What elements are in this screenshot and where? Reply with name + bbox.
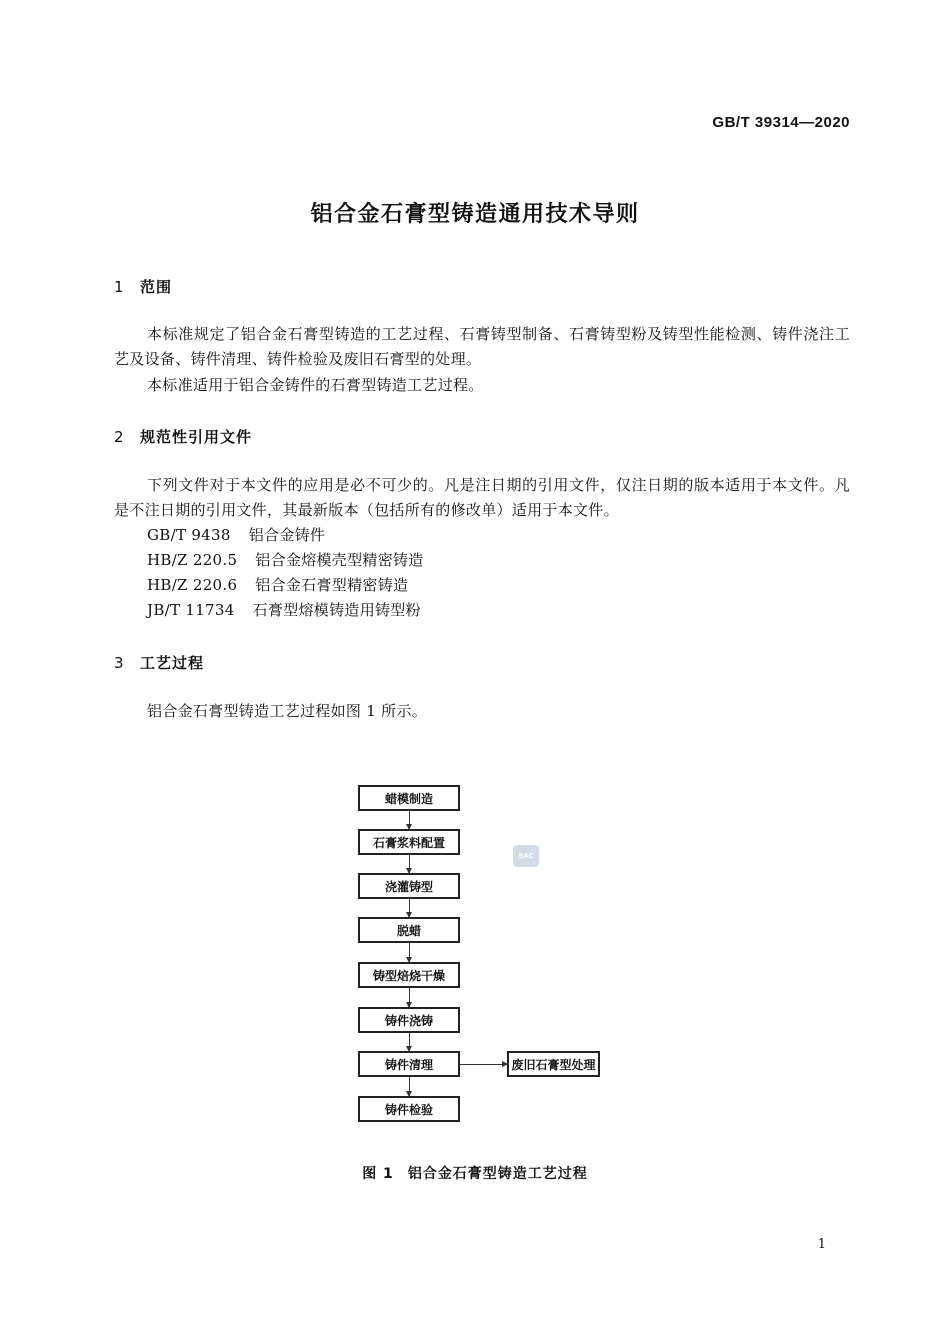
section-1-heading bbox=[114, 276, 172, 297]
flow-arrow bbox=[409, 943, 410, 962]
section-number: 3 bbox=[114, 654, 125, 672]
section-1-paragraph-1: 本标准规定了铝合金石膏型铸造的工艺过程、石膏铸型制备、石膏铸型粉及铸型性能检测、铸件浇注工艺及设备、铸件清理、铸件检验及废旧石膏型的处理。 bbox=[114, 325, 850, 368]
figure-title: 铝合金石膏型铸造工艺过程 bbox=[407, 1166, 588, 1182]
reference-code: JB/T 11734 bbox=[147, 601, 235, 619]
section-1-paragraph-2: 本标准适用于铝合金铸件的石膏型铸造工艺过程。 bbox=[147, 376, 484, 394]
flow-step-dewax: 脱蜡 bbox=[358, 917, 460, 943]
section-2-heading bbox=[114, 426, 252, 447]
flow-step-roast-dry: 铸型焙烧干燥 bbox=[358, 962, 460, 988]
reference-title: 铝合金石膏型精密铸造 bbox=[255, 576, 409, 594]
reference-title: 铝合金铸件 bbox=[248, 526, 326, 544]
section-title: 规范性引用文件 bbox=[140, 428, 253, 446]
flow-arrow bbox=[409, 811, 410, 829]
reference-item bbox=[147, 598, 421, 623]
flow-step-plaster-slurry: 石膏浆料配置 bbox=[358, 829, 460, 855]
flow-arrow bbox=[409, 1077, 410, 1096]
document-title: 铝合金石膏型铸造通用技术导则 bbox=[310, 202, 640, 227]
section-number: 1 bbox=[114, 278, 125, 296]
reference-item bbox=[147, 573, 408, 598]
flow-step-wax-pattern: 蜡模制造 bbox=[358, 785, 460, 811]
figure-caption bbox=[0, 1163, 950, 1183]
flow-step-pour-mold: 浇灌铸型 bbox=[358, 873, 460, 899]
flow-arrow bbox=[409, 899, 410, 917]
reference-code: HB/Z 220.6 bbox=[147, 576, 238, 594]
flow-arrow bbox=[409, 855, 410, 873]
flow-step-cleaning: 铸件清理 bbox=[358, 1051, 460, 1077]
figure-label: 图 1 bbox=[362, 1166, 394, 1182]
section-3-paragraph-1: 铝合金石膏型铸造工艺过程如图 1 所示。 bbox=[147, 702, 428, 720]
flow-arrow bbox=[409, 1033, 410, 1051]
watermark-logo: SAC bbox=[513, 845, 539, 867]
flow-step-waste-plaster: 废旧石膏型处理 bbox=[507, 1051, 600, 1077]
section-title: 工艺过程 bbox=[140, 654, 205, 672]
flow-step-inspection: 铸件检验 bbox=[358, 1096, 460, 1122]
flow-arrow-side bbox=[460, 1064, 507, 1065]
reference-title: 石膏型熔模铸造用铸型粉 bbox=[252, 601, 421, 619]
section-3-heading bbox=[114, 652, 204, 673]
section-2-paragraph-1: 下列文件对于本文件的应用是必不可少的。凡是注日期的引用文件，仅注日期的版本适用于本文件。凡是不注日期的引用文件，其最新版本（包括所有的修改单）适用于本文件。 bbox=[114, 476, 850, 519]
reference-code: HB/Z 220.5 bbox=[147, 551, 238, 569]
reference-code: GB/T 9438 bbox=[147, 526, 231, 544]
reference-title: 铝合金熔模壳型精密铸造 bbox=[255, 551, 424, 569]
section-number: 2 bbox=[114, 428, 125, 446]
flow-step-casting: 铸件浇铸 bbox=[358, 1007, 460, 1033]
reference-item bbox=[147, 548, 424, 573]
standard-number: GB/T 39314—2020 bbox=[712, 114, 850, 131]
section-title: 范围 bbox=[140, 278, 173, 296]
flow-arrow bbox=[409, 988, 410, 1007]
page-number: 1 bbox=[817, 1237, 826, 1252]
reference-item bbox=[147, 523, 325, 548]
